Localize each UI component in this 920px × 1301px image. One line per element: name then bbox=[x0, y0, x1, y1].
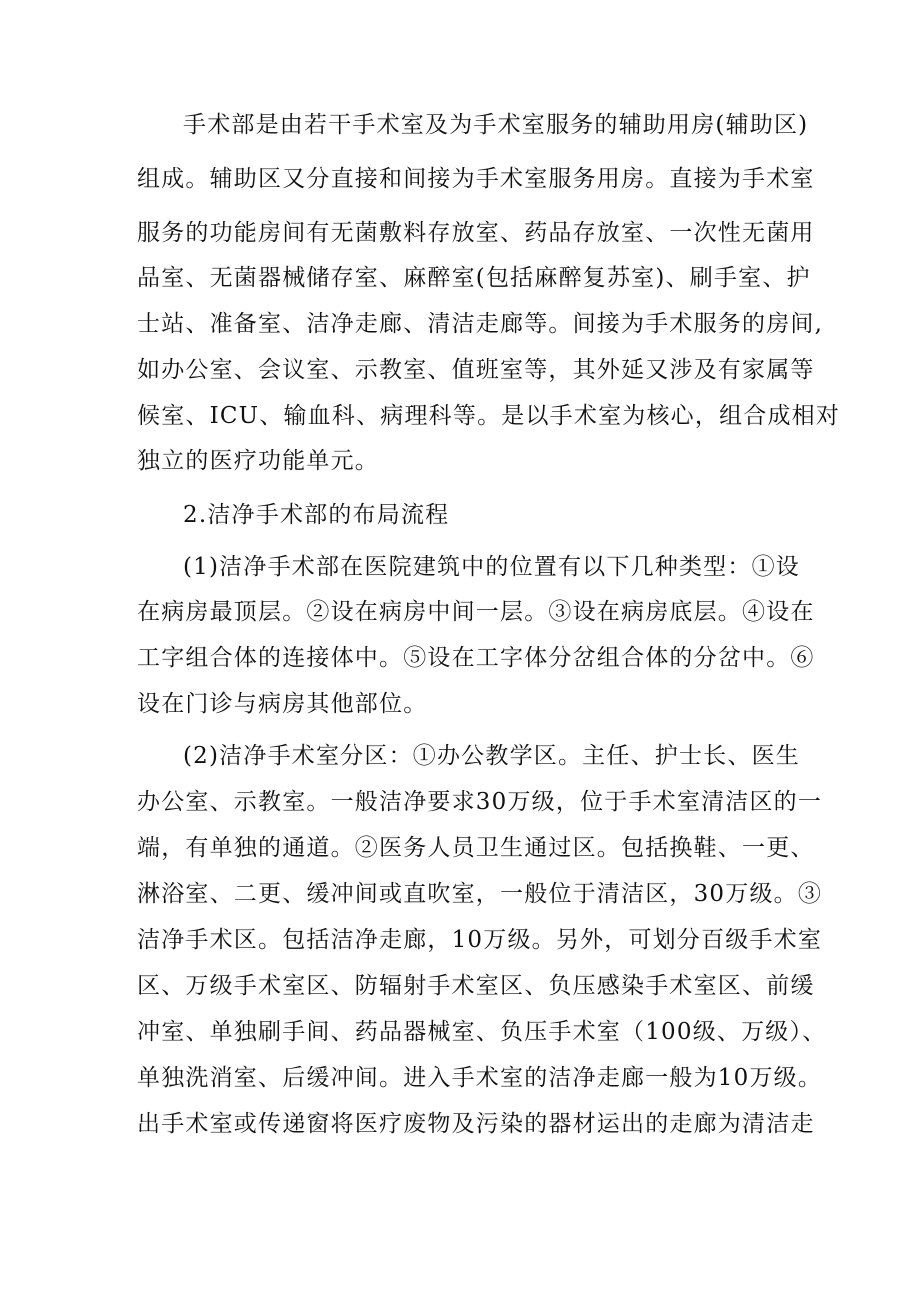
text-line: 品室、无菌器械储存室、麻醉室(包括麻醉复苏室)、刷手室、护 bbox=[137, 265, 811, 291]
text-line: 设在门诊与病房其他部位。 bbox=[137, 691, 428, 717]
text-line: 淋浴室、二更、缓冲间或直吹室，一般位于清洁区，30万级。③ bbox=[137, 881, 823, 907]
text-line: 如办公室、会议室、示教室、值班室等，其外延又涉及有家属等 bbox=[137, 357, 815, 383]
text-line: 洁净手术区。包括洁净走廊，10万级。另外，可划分百级手术室 bbox=[137, 927, 823, 953]
text-line: 手术部是由若干手术室及为手术室服务的辅助用房(辅助区) bbox=[183, 112, 809, 138]
text-line: 端，有单独的通道。②医务人员卫生通过区。包括换鞋、一更、 bbox=[137, 835, 815, 861]
text-line: 候室、ICU、输血科、病理科等。是以手术室为核心，组合成相对 bbox=[137, 403, 841, 429]
text-line: 服务的功能房间有无菌敷料存放室、药品存放室、一次性无菌用 bbox=[137, 220, 815, 246]
text-line: 组成。辅助区又分直接和间接为手术室服务用房。直接为手术室 bbox=[137, 166, 815, 192]
text-line: (1)洁净手术部在医院建筑中的位置有以下几种类型：①设 bbox=[183, 554, 800, 580]
text-line: 办公室、示教室。一般洁净要求30万级，位于手术室清洁区的一 bbox=[137, 789, 823, 815]
text-line: 工字组合体的连接体中。⑤设在工字体分岔组合体的分岔中。⑥ bbox=[137, 645, 815, 671]
text-line: 独立的医疗功能单元。 bbox=[137, 448, 379, 474]
text-line: 出手术室或传递窗将医疗废物及污染的器材运出的走廊为清洁走 bbox=[137, 1111, 815, 1137]
text-line: 单独洗消室、后缓冲间。进入手术室的洁净走廊一般为10万级。 bbox=[137, 1065, 823, 1091]
text-line: 士站、准备室、洁净走廊、清洁走廊等。间接为手术服务的房间, bbox=[137, 311, 824, 337]
text-line: (2)洁净手术室分区：①办公教学区。主任、护士长、医生 bbox=[183, 743, 800, 769]
text-line: 区、万级手术室区、防辐射手术室区、负压感染手术室区、前缓 bbox=[137, 973, 815, 999]
heading-text: 2.洁净手术部的布局流程 bbox=[183, 502, 450, 528]
text-line: 在病房最顶层。②设在病房中间一层。③设在病房底层。④设在 bbox=[137, 599, 815, 625]
text-line: 冲室、单独刷手间、药品器械室、负压手术室（100级、万级）、 bbox=[137, 1019, 827, 1045]
